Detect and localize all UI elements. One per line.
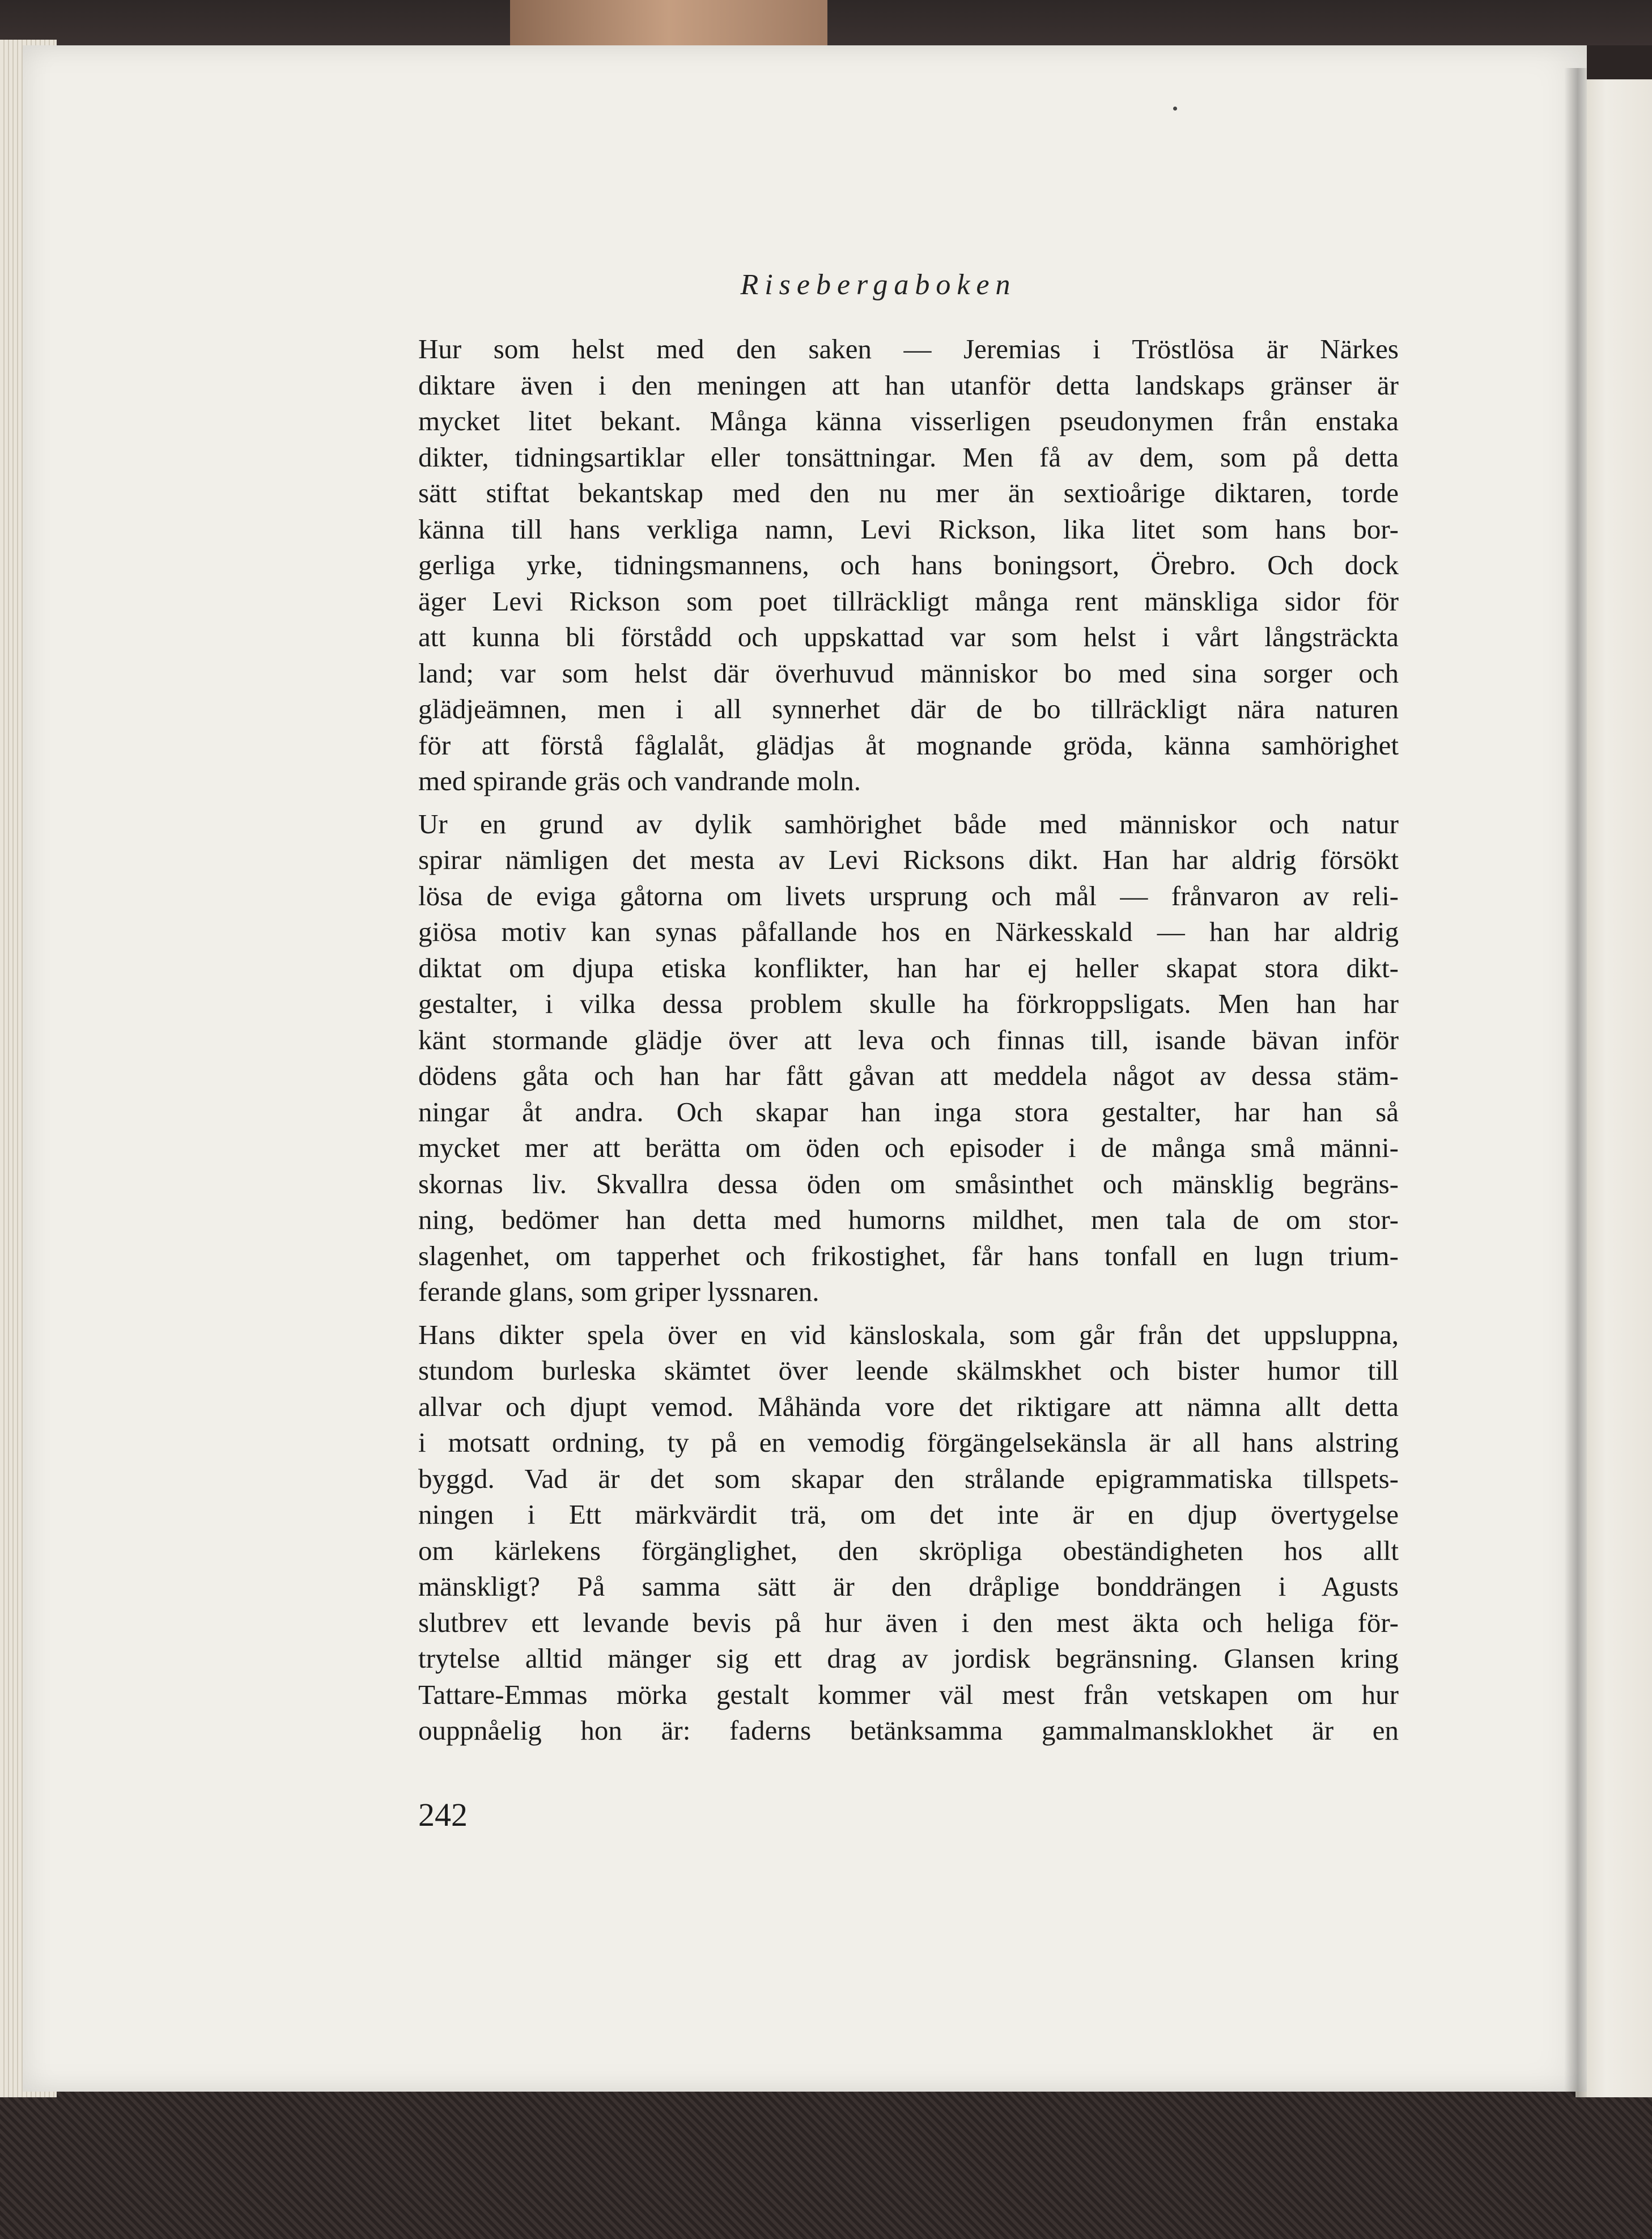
- text-line: om kärlekens förgänglighet, den skröpliga obeständigheten hos allt: [418, 1534, 1399, 1566]
- paragraph-2: [418, 806, 1399, 1310]
- text-line: diktat om djupa etiska konflikter, han har ej heller skapat stora dikt-: [418, 952, 1399, 983]
- text-line: trytelse alltid mänger sig ett drag av jordisk begränsning. Glansen kring: [418, 1643, 1399, 1674]
- facing-page-edge: [1575, 79, 1652, 2097]
- text-line: spirar nämligen det mesta av Levi Ricksons dikt. Han har aldrig försökt: [418, 844, 1399, 875]
- text-line: ferande glans, som griper lyssnaren.: [418, 1276, 819, 1307]
- text-line: diktare även i den meningen att han utanför detta landskaps gränser är: [418, 369, 1399, 401]
- paper-speck: [1173, 107, 1177, 111]
- text-line: stundom burleska skämtet över leende skälmskhet och bister humor till: [418, 1355, 1399, 1386]
- text-line: för att förstå fåglalåt, glädjas åt mognande gröda, känna samhörighet: [418, 729, 1399, 761]
- text-line: land; var som helst där överhuvud människor bo med sina sorger och: [418, 657, 1399, 689]
- paragraph-3: [418, 1317, 1399, 1749]
- text-line: slutbrev ett levande bevis på hur även i den mest äkta och heliga för-: [418, 1606, 1399, 1638]
- text-line: Hans dikter spela över en vid känsloskala, som går från det uppsluppna,: [418, 1318, 1399, 1350]
- book-gutter: [1564, 68, 1587, 2097]
- text-line: känna till hans verkliga namn, Levi Rickson, lika litet som hans bor-: [418, 513, 1399, 545]
- text-line: ningen i Ett märkvärdit trä, om det inte är en djup övertygelse: [418, 1499, 1399, 1530]
- text-line: mänskligt? På samma sätt är den dråplige bonddrängen i Agusts: [418, 1571, 1399, 1602]
- text-line: i motsatt ordning, ty på en vemodig förgängelsekänsla är all hans alstring: [418, 1427, 1399, 1458]
- text-line: byggd. Vad är det som skapar den strålande epigrammatiska tillspets-: [418, 1462, 1399, 1494]
- text-line: ouppnåelig hon är: faderns betänksamma gammalmansklokhet är en: [418, 1715, 1399, 1746]
- text-line: giösa motiv kan synas påfallande hos en Närkesskald — han har aldrig: [418, 916, 1399, 947]
- text-line: ningar åt andra. Och skapar han inga stora gestalter, har han så: [418, 1096, 1399, 1127]
- text-line: glädjeämnen, men i all synnerhet där de bo tillräckligt nära naturen: [418, 693, 1399, 724]
- running-head: Risebergaboken: [740, 269, 1017, 301]
- text-line: Tattare-Emmas mörka gestalt kommer väl mest från vetskapen om hur: [418, 1678, 1399, 1710]
- text-line: känt stormande glädje över att leva och finnas till, isande bävan inför: [418, 1024, 1399, 1055]
- paragraph-1: [418, 331, 1399, 799]
- text-line: att kunna bli förstådd och uppskattad var som helst i vårt långsträckta: [418, 621, 1399, 652]
- text-line: skornas liv. Skvallra dessa öden om småsinthet och mänsklig begräns-: [418, 1168, 1399, 1199]
- text-line: dikter, tidningsartiklar eller tonsättningar. Men få av dem, som på detta: [418, 441, 1399, 473]
- background-carpet: [0, 2092, 1652, 2239]
- page-number: 242: [418, 1796, 468, 1833]
- text-line: med spirande gräs och vandrande moln.: [418, 765, 861, 796]
- text-line: lösa de eviga gåtorna om livets ursprung och mål — frånvaron av reli-: [418, 880, 1399, 911]
- text-line: slagenhet, om tapperhet och frikostighet, får hans tonfall en lugn trium-: [418, 1240, 1399, 1271]
- text-line: ning, bedömer han detta med humorns mildhet, men tala de om stor-: [418, 1204, 1399, 1235]
- text-line: allvar och djupt vemod. Måhända vore det riktigare att nämna allt detta: [418, 1390, 1399, 1422]
- text-line: äger Levi Rickson som poet tillräckligt många rent mänskliga sidor för: [418, 585, 1399, 617]
- text-line: mycket mer att berätta om öden och episoder i de många små männi-: [418, 1132, 1399, 1163]
- text-line: gestalter, i vilka dessa problem skulle ha förkroppsligats. Men han har: [418, 988, 1399, 1019]
- text-line: Ur en grund av dylik samhörighet både med människor och natur: [418, 808, 1399, 839]
- text-line: dödens gåta och han har fått gåvan att meddela något av dessa stäm-: [418, 1060, 1399, 1091]
- text-line: Hur som helst med den saken — Jeremias i Tröstlösa är Närkes: [418, 333, 1399, 364]
- book-cover-tan-strip: [510, 0, 827, 45]
- text-line: sätt stiftat bekantskap med den nu mer än sextioårige diktaren, torde: [418, 477, 1399, 508]
- body-text: [418, 331, 1399, 1749]
- text-line: gerliga yrke, tidningsmannens, och hans boningsort, Örebro. Och dock: [418, 549, 1399, 580]
- text-line: mycket litet bekant. Många känna visserligen pseudonymen från enstaka: [418, 405, 1399, 436]
